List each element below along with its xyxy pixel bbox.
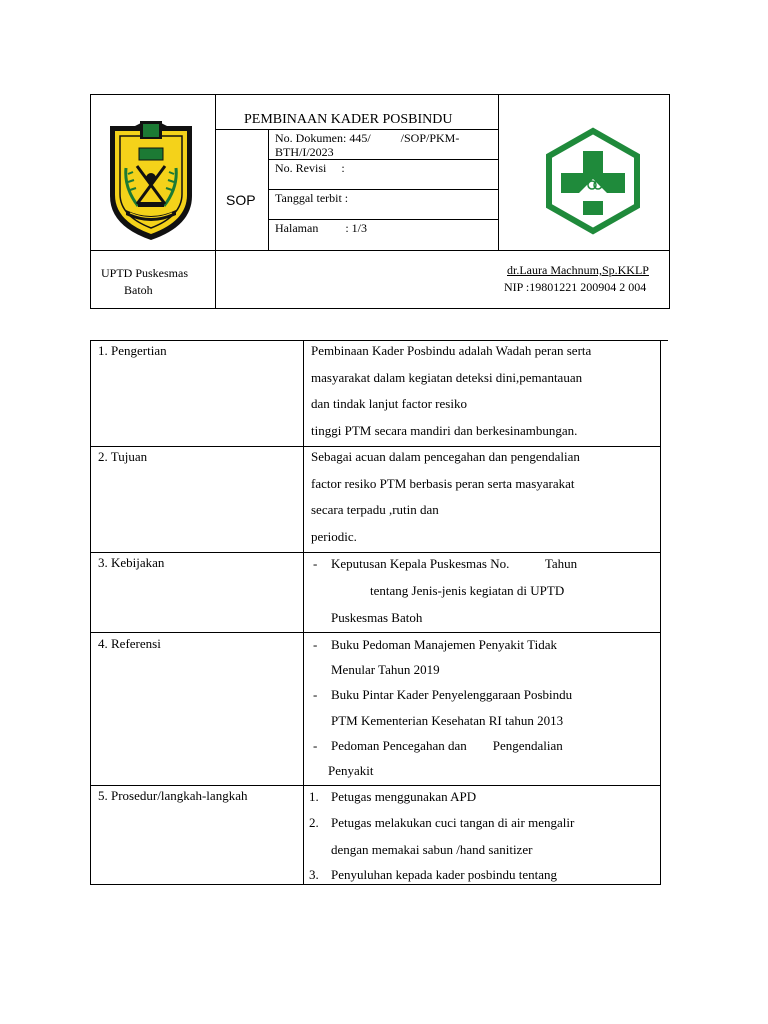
pengertian-line: Pembinaan Kader Posbindu adalah Wadah peran serta xyxy=(311,343,592,358)
kebijakan-line: tentang Jenis-jenis kegiatan di UPTD xyxy=(370,583,565,598)
signer-name: dr.Laura Machnum,Sp.KKLP xyxy=(507,263,649,277)
bullet-dash: - xyxy=(313,687,318,702)
bullet-dash: - xyxy=(313,556,318,571)
tujuan-line: factor resiko PTM berbasis peran serta masyarakat xyxy=(311,476,575,491)
doc-number-line1: No. Dokumen: 445/ /SOP/PKM- xyxy=(275,131,460,145)
prosedur-line: dengan memakai sabun /hand sanitizer xyxy=(331,842,533,857)
label-tujuan: 2. Tujuan xyxy=(98,449,148,464)
pengertian-line: dan tindak lanjut factor resiko xyxy=(311,396,467,411)
aceh-crest-logo xyxy=(104,118,198,242)
page-field: Halaman : 1/3 xyxy=(275,221,367,235)
bullet-dash: - xyxy=(313,738,318,753)
tujuan-line: Sebagai acuan dalam pencegahan dan pengendalian xyxy=(311,449,580,464)
tujuan-line: periodic. xyxy=(311,529,357,544)
label-kebijakan: 3. Kebijakan xyxy=(98,555,165,570)
document-title: PEMBINAAN KADER POSBINDU xyxy=(244,112,453,127)
bullet-dash: - xyxy=(313,637,318,652)
referensi-line: PTM Kementerian Kesehatan RI tahun 2013 xyxy=(331,713,564,728)
label-pengertian: 1. Pengertian xyxy=(98,343,167,358)
step-number: 3. xyxy=(309,867,319,882)
issue-date-field: Tanggal terbit : xyxy=(275,191,349,205)
kebijakan-line: Keputusan Kepala Puskesmas No. Tahun xyxy=(331,556,578,571)
sop-label: SOP xyxy=(226,192,256,208)
label-referensi: 4. Referensi xyxy=(98,636,161,651)
label-prosedur: 5. Prosedur/langkah-langkah xyxy=(98,788,248,803)
step-number: 1. xyxy=(309,789,319,804)
unit-name-line2: Batoh xyxy=(124,283,153,297)
referensi-line: Buku Pintar Kader Penyelenggaraan Posbindu xyxy=(331,687,573,702)
referensi-line: Buku Pedoman Manajemen Penyakit Tidak xyxy=(331,637,558,652)
kebijakan-line: Puskesmas Batoh xyxy=(331,610,423,625)
referensi-line: Menular Tahun 2019 xyxy=(331,662,440,677)
referensi-line: Penyakit xyxy=(328,763,374,778)
pengertian-line: masyarakat dalam kegiatan deteksi dini,pemantauan xyxy=(311,370,583,385)
prosedur-line: Petugas melakukan cuci tangan di air mengalir xyxy=(331,815,575,830)
pengertian-line: tinggi PTM secara mandiri dan berkesinambungan. xyxy=(311,423,578,438)
tujuan-line: secara terpadu ,rutin dan xyxy=(311,502,439,517)
referensi-line: Pedoman Pencegahan dan Pengendalian xyxy=(331,738,563,753)
signer-nip: NIP :19801221 200904 2 004 xyxy=(504,280,647,294)
doc-number-line2: BTH/I/2023 xyxy=(275,145,334,159)
revision-field: No. Revisi : xyxy=(275,161,345,175)
prosedur-line: Petugas menggunakan APD xyxy=(331,789,477,804)
step-number: 2. xyxy=(309,815,319,830)
prosedur-line: Penyuluhan kepada kader posbindu tentang xyxy=(331,867,557,882)
unit-name-line1: UPTD Puskesmas xyxy=(101,266,189,280)
puskesmas-logo xyxy=(543,127,643,235)
